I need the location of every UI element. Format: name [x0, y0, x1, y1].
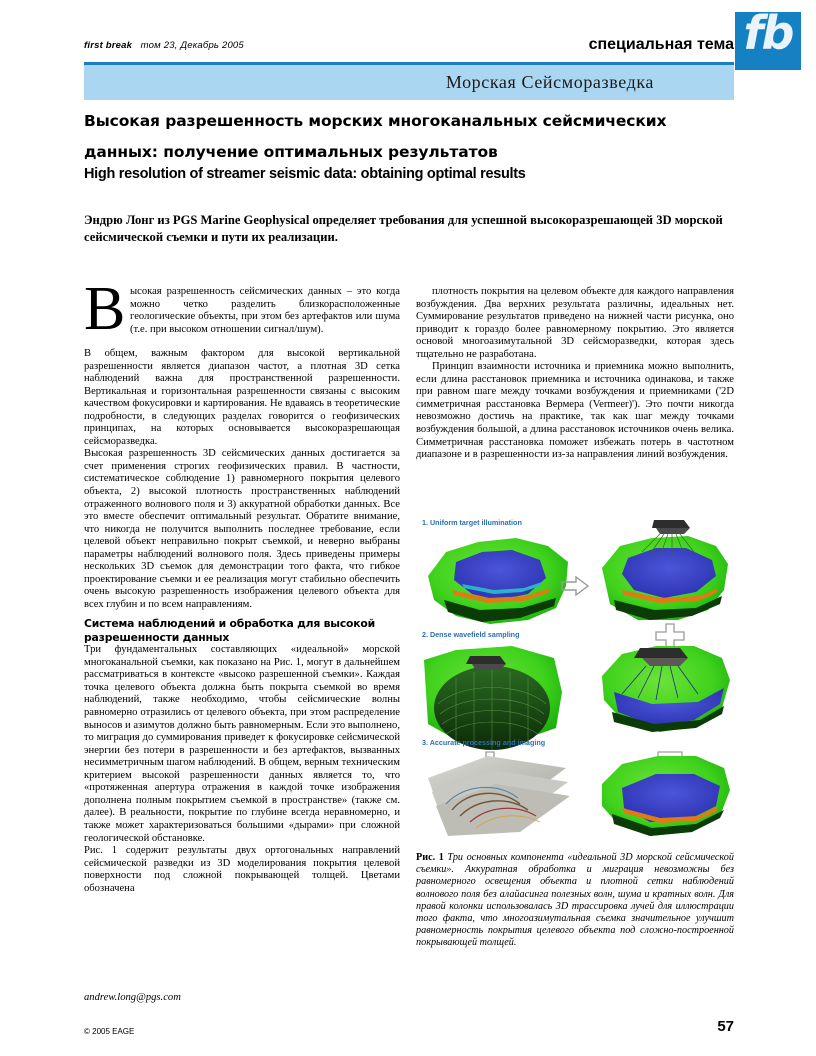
paragraph: Высокая разрешенность 3D сейсмических данных достигается за счет применения строгих геофизических правил. В частности, систематическое соблюдение 1) равномерного покрытия целевого объекта, 2) высокой плотность пространственных наблюдений отраженного волнового поля и 3) аккуратной обработки данных. Все это вместе обеспечит оптимальный результат. Обратите внимание, что никогда не получится выполнить последнее требование, если целевой объект неправильно покрыт съемкой, и неверно выбраны параметры наблюдений волнового поля. Здесь приведены примеры нескольких 3D съемок для демонстрации того факта, что гибкое проектирование съемки и ее реализация могут стабильно обеспечить очень высокую разрешенность изображения целевого объекта для всех глубин и по всем направлениям. — [84, 448, 400, 610]
article-title-ru-line2: данных: получение оптимальных результатов — [84, 143, 498, 161]
figure-label-3: 3. Accurate processing and imaging — [422, 738, 546, 747]
panel-right-middle — [602, 646, 730, 732]
paragraph: В общем, важным фактором для высокой вертикальной разрешенности является диапазон частот, а плотная 3D сетка наблюдений важна для пространственной разрешенности. Вертикальная и горизонтальная разрешенности связаны с высоким качеством фокусировки и картирования. Не вдаваясь в теоретические подробности, в следующих разделах говорится о геофизических принципах, на которых основывается высокоразрешающая сейсморазведка. — [84, 348, 400, 447]
topic-band-title: Морская Сейсморазведка — [445, 72, 654, 92]
standfirst: Эндрю Лонг из PGS Marine Geophysical определяет требования для успешной высокоразрешающей 3D морской сейсмической съемки и пути их реализации. — [84, 213, 723, 244]
author-email[interactable]: andrew.long@pgs.com — [84, 992, 181, 1003]
figure-label-2: 2. Dense wavefield sampling — [422, 630, 520, 639]
figure-caption — [416, 852, 734, 950]
column-left — [84, 275, 400, 895]
column-right — [416, 286, 734, 462]
topic-band — [84, 65, 734, 100]
issue-line — [84, 40, 244, 51]
paragraph: Рис. 1 содержит результаты двух ортогональных направлений сейсмической разведки из 3D моделирования покрытия целевой поверхности под сложной покрывающей толщей. Цветами обозначена — [84, 845, 400, 894]
issue-info: том 23, Декабрь 2005 — [140, 40, 244, 51]
paragraph: плотность покрытия на целевом объекте для каждого направления возбуждения. Два верхних результата различны, идеальных нет. Суммирование результатов приведено на нижней части рисунка, оно приводит к гораздо более равномерному покрытию. Это является основой многоазимутальной 3D сейсморазведки, которая здесь тщательно не разработана. — [416, 286, 734, 360]
page-number: 57 — [717, 1018, 734, 1035]
dropcap-letter: В — [84, 275, 126, 343]
logo-text: fb — [743, 6, 793, 60]
special-topic-label: специальная тема — [588, 36, 734, 53]
first-break-logo — [735, 6, 801, 70]
article-title-ru-line1: Высокая разрешенность морских многоканальных сейсмических — [84, 112, 667, 130]
figure-1 — [416, 516, 734, 846]
figure-label-1: 1. Uniform target illumination — [422, 518, 522, 527]
journal-name: first break — [84, 40, 133, 51]
figure-caption-text: Три основных компонента «идеальной 3D морской сейсмической съемки». Аккуратная обработка и миграция невозможны без равномерного освещения объекта и плотной сетки наблюдений волнового поля без алайасинга полезных волн, шума и кратных волн. Для правой колонки использовалась 3D трассировка лучей для иллюстрации того факта, что многоазимутальная съемка значительное улучшит равномерность покрытия целевого объекта под сложно-построенной покрывающей толщей. — [416, 852, 734, 949]
paragraph: Три фундаментальных составляющих «идеальной» морской многоканальной съемки, как показано на Рис. 1, могут в дальнейшем рассматриваться в контексте «высоко разрешенной съемки». Каждая точка целевого объекта должна быть покрыта съемкой во время наблюдений, также необходимо, чтобы сейсмические волны равномерно отразились от целевого объекта, при этом распределение выносов и азимутов должно быть равномерным. Если это выполнено, то миграция до суммирования приведет к фокусировке сейсмической энергии без потери в разрешенности и без артефактов, вызванных несимметричным шагом наблюдений. В общем, верным техническим критерием высокой разрешенности данных является то, что «протяженная апертура отражения в каждой точке изображения дополнена полным покрытием съемкой в пространстве» (также см. далее). В реальности, покрытие по глубине всегда неравномерно, и также может характеризоваться большими «дырами» при сложной геологической обстановке. — [84, 644, 400, 844]
article-title-en: High resolution of streamer seismic data: obtaining optimal results — [84, 166, 526, 182]
figure-caption-lead: Рис. 1 — [416, 852, 444, 863]
section-heading: Система наблюдений и обработка для высокой разрешенности данных — [84, 617, 375, 644]
masthead — [84, 36, 734, 62]
paragraph: Принцип взаимности источника и приемника можно выполнить, если длина расстановок приемника и источника одинакова, и также при равном шаге между точками возбуждения и приемниками ('2D симметричная расстановка Вермера (Vermeer)'). Это почти никогда невозможно достичь на практике, так как шаг между точками возбуждения большой, а длина расстановок источников очень велика. Симметричная расстановка поможет избежать потерь в частотном диапазоне и в разрешенности из-за направления линий возбуждения. — [416, 361, 734, 461]
figure-1-illustration — [416, 516, 734, 846]
copyright-notice: © 2005 EAGE — [84, 1027, 135, 1036]
paragraph: ысокая разрешенность сейсмических данных – это когда можно четко разделить близкорасположенные геологические объекты, при этом без артефактов или шума (т.е. при высоком отношении сигнал/шум). — [130, 286, 400, 335]
dropcap-block — [84, 275, 400, 348]
